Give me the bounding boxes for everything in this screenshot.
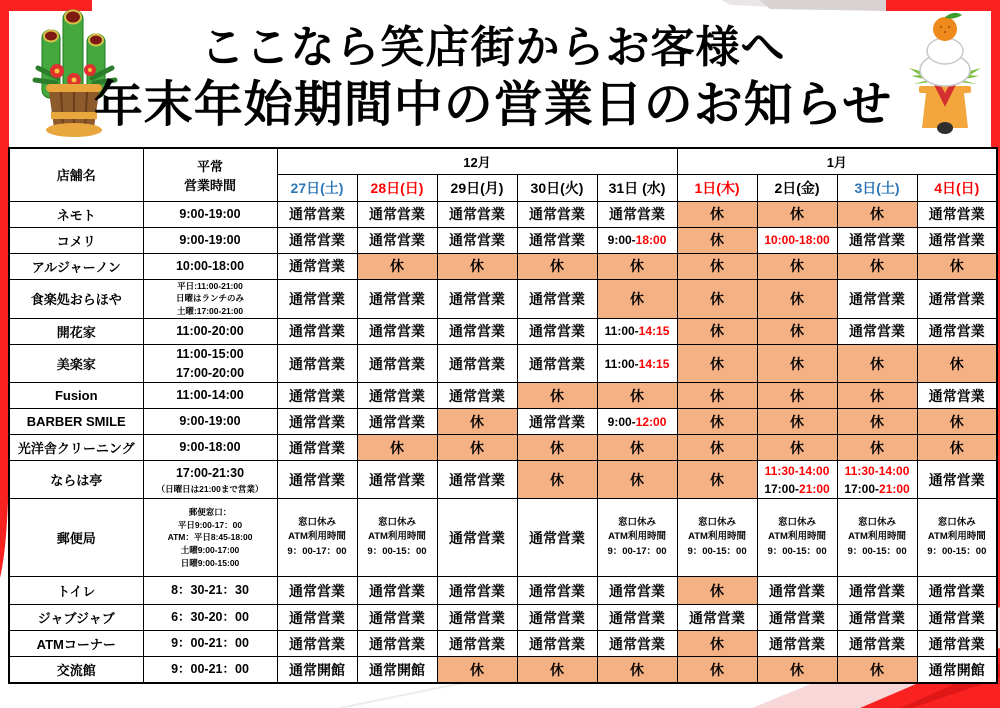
status-line — [278, 530, 357, 545]
time-segment: 18:00 — [635, 233, 667, 247]
status-cell-open: 通常営業 — [357, 318, 437, 344]
status-cell-closed: 休 — [837, 409, 917, 435]
status-line — [598, 545, 677, 560]
status-cell-special-hours — [917, 499, 997, 577]
time-segment: 9：00-15：00 — [847, 546, 907, 558]
table-row — [9, 279, 997, 318]
shop-name-cell: ネモト — [9, 201, 143, 227]
status-line — [918, 530, 997, 545]
status-cell-closed: 休 — [677, 435, 757, 461]
status-cell-closed: 休 — [677, 657, 757, 683]
status-cell-closed: 休 — [677, 461, 757, 499]
status-line — [838, 545, 917, 560]
status-cell-closed: 休 — [677, 201, 757, 227]
time-segment: 14:15 — [638, 324, 670, 339]
status-cell-special-hours — [677, 499, 757, 577]
status-cell-open: 通常営業 — [437, 344, 517, 383]
status-line — [918, 516, 997, 531]
hours-line: 8：30-21：30 — [171, 583, 249, 598]
status-cell-open: 通常営業 — [437, 461, 517, 499]
status-cell-open: 通常営業 — [357, 461, 437, 499]
time-segment: ATM利用時間 — [848, 531, 906, 543]
normal-hours-cell — [143, 279, 277, 318]
status-cell-closed: 休 — [837, 383, 917, 409]
status-cell-special-hours — [357, 499, 437, 577]
table-row — [9, 657, 997, 683]
page-title-line1: ここなら笑店街からお客様へ — [200, 23, 786, 72]
status-cell-open: 通常営業 — [437, 318, 517, 344]
time-segment: 21:00 — [799, 481, 830, 496]
status-line — [918, 545, 997, 560]
status-cell-closed: 休 — [437, 657, 517, 683]
status-cell-closed: 休 — [677, 253, 757, 279]
header-month-january: 1月 — [677, 148, 997, 174]
status-cell-closed: 休 — [597, 253, 677, 279]
status-cell-open: 通常営業 — [837, 279, 917, 318]
table-row — [9, 409, 997, 435]
time-segment: 12:00 — [635, 414, 667, 429]
header-date: 27日(土) — [277, 174, 357, 201]
status-cell-closed: 休 — [837, 344, 917, 383]
status-cell-open: 通常営業 — [437, 631, 517, 657]
status-cell-open: 通常開館 — [277, 657, 357, 683]
shop-name-cell: ATMコーナー — [9, 631, 143, 657]
normal-hours-cell — [143, 344, 277, 383]
normal-hours-cell — [143, 383, 277, 409]
status-cell-closed: 休 — [757, 201, 837, 227]
status-cell-open: 通常開館 — [917, 657, 997, 683]
status-cell-open: 通常営業 — [357, 605, 437, 631]
status-cell-open: 通常営業 — [917, 383, 997, 409]
status-line — [278, 545, 357, 560]
status-cell-closed: 休 — [757, 409, 837, 435]
status-cell-closed: 休 — [837, 201, 917, 227]
status-cell-closed: 休 — [757, 657, 837, 683]
status-cell-closed: 休 — [677, 227, 757, 253]
status-cell-open: 通常営業 — [917, 577, 997, 605]
shop-name-cell: 開花家 — [9, 318, 143, 344]
status-line — [758, 462, 837, 480]
status-cell-open: 通常営業 — [277, 461, 357, 499]
status-cell-closed: 休 — [517, 253, 597, 279]
time-segment: 窓口休み — [698, 516, 737, 528]
status-cell-open: 通常営業 — [517, 279, 597, 318]
header-month-december: 12月 — [277, 148, 677, 174]
normal-hours-cell — [143, 657, 277, 683]
table-row — [9, 318, 997, 344]
status-cell-open: 通常営業 — [597, 577, 677, 605]
status-cell-open: 通常営業 — [517, 409, 597, 435]
status-cell-open: 通常営業 — [357, 227, 437, 253]
status-cell-closed: 休 — [517, 383, 597, 409]
status-cell-open: 通常営業 — [917, 227, 997, 253]
header-shop-name: 店舗名 — [9, 148, 143, 201]
table-row — [9, 344, 997, 383]
normal-hours-cell — [143, 577, 277, 605]
hours-line: 9:00-19:00 — [179, 206, 241, 221]
shop-name-cell: 郵便局 — [9, 499, 143, 577]
status-cell-open: 通常営業 — [517, 227, 597, 253]
status-cell-closed: 休 — [757, 344, 837, 383]
header-normal-hours-line2: 営業時間 — [183, 177, 236, 193]
status-cell-closed: 休 — [517, 657, 597, 683]
status-line — [598, 530, 677, 545]
time-segment: ATM利用時間 — [288, 531, 346, 543]
status-cell-open: 通常営業 — [277, 605, 357, 631]
hours-line: 土曜9:00-17:00 — [180, 545, 240, 556]
status-cell-closed: 休 — [597, 435, 677, 461]
shop-name-cell: 交流館 — [9, 657, 143, 683]
status-cell-closed: 休 — [677, 577, 757, 605]
status-line — [598, 322, 677, 340]
status-cell-closed: 休 — [837, 435, 917, 461]
status-cell-closed: 休 — [517, 461, 597, 499]
normal-hours-cell — [143, 201, 277, 227]
status-cell-open: 通常営業 — [277, 201, 357, 227]
status-cell-open: 通常営業 — [597, 201, 677, 227]
shop-name-cell: 食楽処おらほや — [9, 279, 143, 318]
status-cell-open: 通常営業 — [437, 577, 517, 605]
status-cell-special-hours — [757, 227, 837, 253]
normal-hours-cell — [143, 605, 277, 631]
status-line — [838, 480, 917, 498]
table-row — [9, 631, 997, 657]
status-cell-open: 通常営業 — [277, 383, 357, 409]
status-line — [278, 516, 357, 531]
status-cell-special-hours — [757, 499, 837, 577]
status-line — [838, 462, 917, 480]
hours-line: 9:00-19:00 — [179, 232, 241, 247]
status-line — [678, 545, 757, 560]
header-date: 2日(金) — [757, 174, 837, 201]
shop-name-cell: ならは亭 — [9, 461, 143, 499]
normal-hours-cell — [143, 409, 277, 435]
status-cell-open: 通常営業 — [277, 279, 357, 318]
shop-name-cell: トイレ — [9, 577, 143, 605]
table-row — [9, 383, 997, 409]
status-cell-open: 通常営業 — [277, 631, 357, 657]
status-line — [758, 231, 837, 249]
status-cell-special-hours — [597, 409, 677, 435]
time-segment: 9：00-15：00 — [687, 546, 747, 558]
time-segment: 9：00-17：00 — [287, 546, 347, 558]
shop-name-cell: アルジャーノン — [9, 253, 143, 279]
status-line — [838, 530, 917, 545]
status-cell-open: 通常営業 — [357, 409, 437, 435]
status-cell-closed: 休 — [837, 657, 917, 683]
status-cell-open: 通常営業 — [917, 605, 997, 631]
status-cell-closed: 休 — [597, 657, 677, 683]
status-cell-closed: 休 — [437, 253, 517, 279]
status-cell-closed: 休 — [677, 409, 757, 435]
status-cell-closed: 休 — [677, 279, 757, 318]
status-line — [678, 516, 757, 531]
hours-line: 6：30-20：00 — [171, 610, 249, 625]
status-line — [598, 355, 677, 373]
status-cell-open: 通常営業 — [677, 605, 757, 631]
hours-line: 10:00-18:00 — [175, 258, 245, 273]
normal-hours-cell — [143, 318, 277, 344]
hours-line: 9：00-21：00 — [171, 636, 249, 651]
normal-hours-cell — [143, 461, 277, 499]
status-cell-special-hours — [597, 227, 677, 253]
hours-line: 日曜9:00-15:00 — [180, 557, 240, 568]
hours-line: 11:00-14:00 — [176, 388, 244, 403]
table-row — [9, 227, 997, 253]
status-cell-closed: 休 — [757, 435, 837, 461]
shop-name-cell: ジャブジャブ — [9, 605, 143, 631]
time-segment: 9：00-15：00 — [367, 546, 427, 558]
status-cell-special-hours — [277, 499, 357, 577]
time-segment: ATM利用時間 — [368, 531, 426, 543]
status-cell-open: 通常営業 — [437, 605, 517, 631]
shop-name-cell: BARBER SMILE — [9, 409, 143, 435]
status-cell-open: 通常営業 — [757, 631, 837, 657]
status-cell-open: 通常営業 — [357, 344, 437, 383]
normal-hours-cell — [143, 435, 277, 461]
header-normal-hours-line1: 平常 — [196, 158, 223, 174]
time-segment: 11:30-14:00 — [844, 463, 910, 478]
time-segment: 11:00- — [604, 356, 639, 371]
business-days-schedule-table — [8, 147, 998, 684]
status-cell-open: 通常営業 — [437, 279, 517, 318]
status-line — [598, 231, 677, 249]
time-segment: 17:00- — [844, 481, 880, 496]
status-cell-closed: 休 — [917, 435, 997, 461]
time-segment: 9：00-15：00 — [927, 546, 987, 558]
status-cell-open: 通常営業 — [517, 605, 597, 631]
table-row — [9, 253, 997, 279]
status-cell-open: 通常営業 — [917, 461, 997, 499]
header-date: 31日 (水) — [597, 174, 677, 201]
status-cell-special-hours — [597, 318, 677, 344]
time-segment: 9:00- — [607, 414, 636, 429]
status-cell-open: 通常営業 — [437, 499, 517, 577]
status-cell-open: 通常営業 — [437, 383, 517, 409]
status-cell-closed: 休 — [677, 383, 757, 409]
hours-line: 11:00-20:00 — [176, 323, 244, 338]
status-cell-open: 通常営業 — [517, 201, 597, 227]
status-line — [358, 516, 437, 531]
hours-line: 9:00-19:00 — [179, 414, 241, 429]
status-cell-open: 通常営業 — [277, 409, 357, 435]
status-cell-open: 通常営業 — [917, 631, 997, 657]
status-cell-open: 通常営業 — [517, 631, 597, 657]
normal-hours-cell — [143, 227, 277, 253]
hours-line: 17:00-20:00 — [175, 365, 245, 380]
status-cell-open: 通常営業 — [517, 318, 597, 344]
status-cell-open: 通常営業 — [357, 201, 437, 227]
header-row-months — [9, 148, 997, 174]
status-cell-special-hours — [837, 461, 917, 499]
hours-line: 11:00-15:00 — [176, 346, 244, 361]
status-line — [838, 516, 917, 531]
status-line — [598, 516, 677, 531]
status-line — [358, 545, 437, 560]
status-cell-closed: 休 — [357, 435, 437, 461]
header-date: 30日(火) — [517, 174, 597, 201]
table-row — [9, 499, 997, 577]
header-date: 3日(土) — [837, 174, 917, 201]
status-cell-open: 通常営業 — [357, 631, 437, 657]
time-segment: ATM利用時間 — [927, 531, 986, 543]
status-line — [758, 545, 837, 560]
status-cell-open: 通常営業 — [357, 577, 437, 605]
hours-line: 平日9:00-17：00 — [177, 519, 243, 530]
status-cell-closed: 休 — [677, 344, 757, 383]
status-cell-closed: 休 — [597, 383, 677, 409]
status-cell-open: 通常営業 — [357, 383, 437, 409]
status-cell-open: 通常営業 — [277, 227, 357, 253]
status-cell-open: 通常営業 — [917, 201, 997, 227]
status-cell-open: 通常営業 — [757, 577, 837, 605]
status-cell-closed: 休 — [437, 435, 517, 461]
time-segment: ATM利用時間 — [768, 531, 826, 543]
status-cell-closed: 休 — [757, 318, 837, 344]
status-cell-closed: 休 — [357, 253, 437, 279]
hours-line: 17:00-21:30 — [175, 466, 245, 480]
status-line — [598, 413, 677, 431]
normal-hours-cell — [143, 499, 277, 577]
time-segment: 14:15 — [638, 356, 670, 371]
hours-line: 郵便窓口： — [188, 506, 232, 517]
status-line — [358, 530, 437, 545]
status-cell-open: 通常営業 — [277, 318, 357, 344]
time-segment: 窓口休み — [937, 516, 976, 528]
status-cell-open: 通常営業 — [277, 253, 357, 279]
header-date: 1日(木) — [677, 174, 757, 201]
status-cell-closed: 休 — [917, 409, 997, 435]
status-cell-open: 通常営業 — [597, 605, 677, 631]
hours-line: 9：00-21：00 — [171, 662, 249, 677]
status-cell-closed: 休 — [757, 279, 837, 318]
hours-line: 9:00-18:00 — [179, 440, 241, 455]
status-cell-open: 通常営業 — [837, 577, 917, 605]
status-cell-closed: 休 — [757, 383, 837, 409]
status-cell-closed: 休 — [917, 253, 997, 279]
status-cell-open: 通常営業 — [357, 279, 437, 318]
time-segment: 17:00- — [764, 481, 800, 496]
header-date: 4日(日) — [917, 174, 997, 201]
normal-hours-cell — [143, 253, 277, 279]
status-cell-closed: 休 — [757, 253, 837, 279]
status-cell-open: 通常営業 — [517, 499, 597, 577]
status-cell-open: 通常営業 — [757, 605, 837, 631]
table-row — [9, 201, 997, 227]
status-cell-open: 通常営業 — [437, 201, 517, 227]
status-cell-closed: 休 — [597, 461, 677, 499]
status-cell-closed: 休 — [677, 631, 757, 657]
status-cell-closed: 休 — [597, 279, 677, 318]
status-cell-open: 通常営業 — [837, 631, 917, 657]
time-segment: 11:00- — [604, 324, 639, 339]
time-segment: 10:00-18:00 — [764, 233, 830, 247]
status-line — [758, 516, 837, 531]
status-cell-open: 通常開館 — [357, 657, 437, 683]
status-cell-special-hours — [597, 499, 677, 577]
time-segment: 窓口休み — [377, 516, 416, 528]
shop-name-cell: Fusion — [9, 383, 143, 409]
status-cell-closed: 休 — [837, 253, 917, 279]
table-row — [9, 605, 997, 631]
time-segment: 窓口休み — [618, 516, 657, 528]
status-cell-open: 通常営業 — [837, 605, 917, 631]
time-segment: 窓口休み — [297, 516, 336, 528]
page-title-line2: 年末年始期間中の営業日のお知らせ — [93, 78, 893, 132]
status-cell-closed: 休 — [917, 344, 997, 383]
status-cell-open: 通常営業 — [517, 344, 597, 383]
status-line — [678, 530, 757, 545]
status-cell-closed: 休 — [517, 435, 597, 461]
table-row — [9, 577, 997, 605]
status-cell-open: 通常営業 — [517, 577, 597, 605]
status-cell-open: 通常営業 — [437, 227, 517, 253]
normal-hours-cell — [143, 631, 277, 657]
status-cell-open: 通常営業 — [917, 318, 997, 344]
shop-name-cell: コメリ — [9, 227, 143, 253]
status-cell-closed: 休 — [677, 318, 757, 344]
status-cell-open: 通常営業 — [277, 577, 357, 605]
header-date: 28日(日) — [357, 174, 437, 201]
shop-name-cell: 美楽家 — [9, 344, 143, 383]
time-segment: ATM利用時間 — [688, 531, 746, 543]
table-row — [9, 435, 997, 461]
status-cell-special-hours — [757, 461, 837, 499]
status-cell-special-hours — [597, 344, 677, 383]
status-cell-open: 通常営業 — [597, 631, 677, 657]
time-segment: 21:00 — [879, 481, 910, 496]
hours-line: 日曜はランチのみ — [175, 293, 244, 304]
status-cell-open: 通常営業 — [277, 344, 357, 383]
header-date: 29日(月) — [437, 174, 517, 201]
status-line — [758, 530, 837, 545]
status-cell-open: 通常営業 — [917, 279, 997, 318]
status-cell-special-hours — [837, 499, 917, 577]
time-segment: 9：00-17：00 — [607, 546, 667, 558]
time-segment: 窓口休み — [858, 516, 897, 528]
status-line — [758, 480, 837, 498]
time-segment: 9：00-15：00 — [767, 546, 827, 558]
time-segment: ATM利用時間 — [608, 531, 666, 543]
status-cell-open: 通常営業 — [837, 227, 917, 253]
hours-line: 平日:11:00-21:00 — [177, 280, 243, 291]
hours-line: （日曜日は21:00まで営業） — [156, 483, 264, 494]
shop-name-cell: 光洋舎クリーニング — [9, 435, 143, 461]
time-segment: 窓口休み — [778, 516, 817, 528]
status-cell-open: 通常営業 — [837, 318, 917, 344]
table-row — [9, 461, 997, 499]
time-segment: 11:30-14:00 — [764, 463, 830, 478]
hours-line: ATM：平日8:45-18:00 — [167, 532, 253, 543]
header-normal-hours — [143, 148, 277, 201]
hours-line: 土曜:17:00-21:00 — [176, 306, 244, 316]
status-cell-closed: 休 — [437, 409, 517, 435]
time-segment: 9:00- — [607, 233, 636, 247]
status-cell-open: 通常営業 — [277, 435, 357, 461]
